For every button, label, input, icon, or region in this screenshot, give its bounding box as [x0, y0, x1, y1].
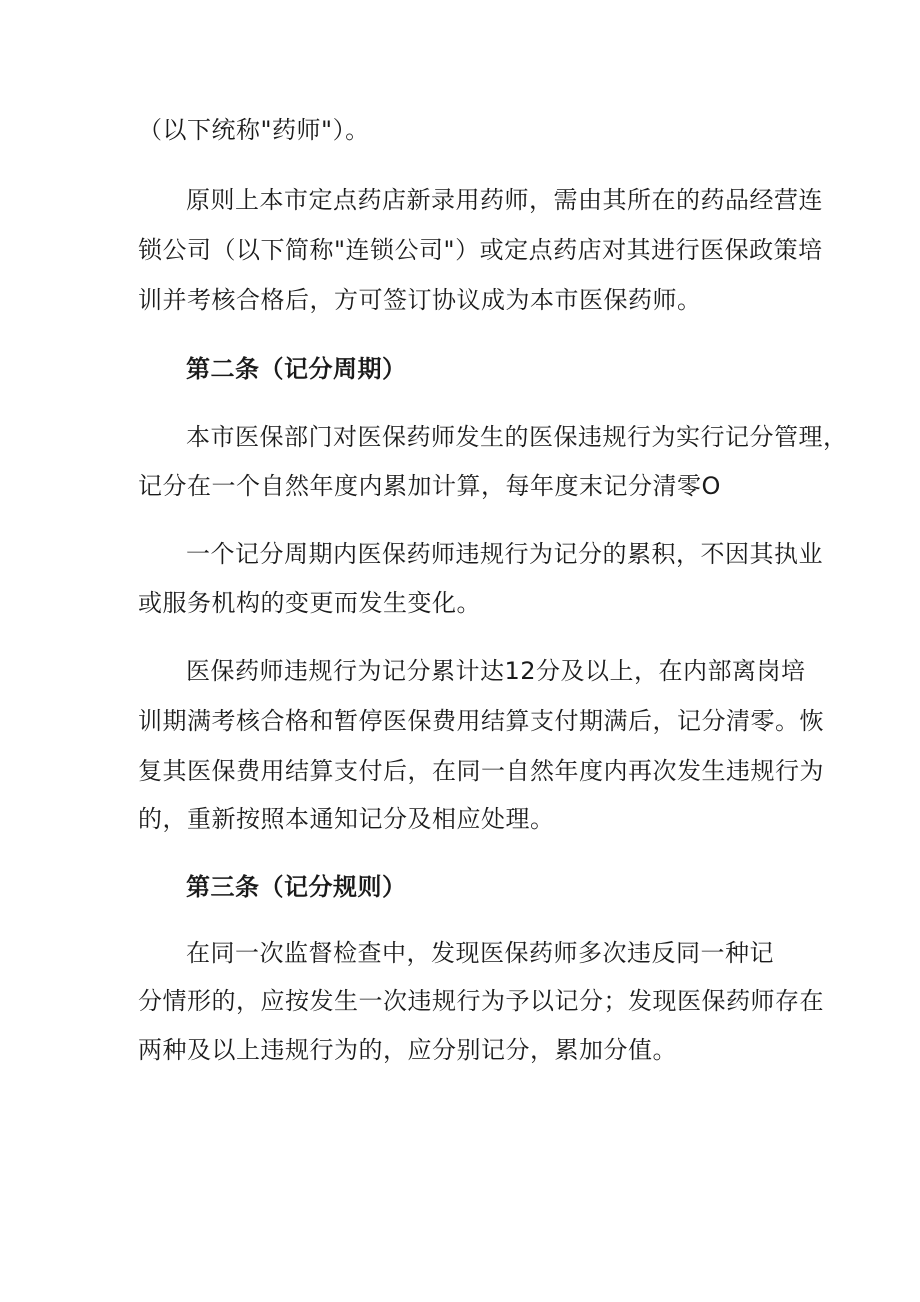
paragraph-line: 或服务机构的变更而发生变化。 [138, 589, 481, 617]
paragraph-continuation: （以下统称"药师"）。 [138, 116, 370, 144]
section-heading-article-2: 第二条（记分周期） [186, 355, 407, 383]
paragraph-line: 在同一次监督检查中，发现医保药师多次违反同一种记 [186, 939, 774, 967]
paragraph-line: 医保药师违规行为记分累计达12分及以上，在内部离岗培 [186, 657, 806, 685]
paragraph-line: 分情形的，应按发生一次违规行为予以记分；发现医保药师存在 [138, 987, 824, 1015]
paragraph-line: 训期满考核合格和暂停医保费用结算支付期满后，记分清零。恢 [138, 707, 824, 735]
paragraph-line: 训并考核合格后，方可签订协议成为本市医保药师。 [138, 286, 702, 314]
paragraph-line: 原则上本市定点药店新录用药师，需由其所在的药品经营连 [186, 186, 823, 214]
paragraph-line: 两种及以上违规行为的，应分别记分，累加分值。 [138, 1036, 677, 1064]
paragraph-line: 记分在一个自然年度内累加计算，每年度末记分清零O [138, 472, 721, 500]
paragraph-line: 一个记分周期内医保药师违规行为记分的累积，不因其执业 [186, 540, 823, 568]
paragraph-line: 本市医保部门对医保药师发生的医保违规行为实行记分管理， [186, 423, 848, 451]
section-heading-article-3: 第三条（记分规则） [186, 873, 407, 901]
paragraph-line: 复其医保费用结算支付后，在同一自然年度内再次发生违规行为 [138, 757, 824, 785]
paragraph-line: 锁公司（以下简称"连锁公司"）或定点药店对其进行医保政策培 [138, 236, 823, 264]
paragraph-line: 的，重新按照本通知记分及相应处理。 [138, 805, 555, 833]
